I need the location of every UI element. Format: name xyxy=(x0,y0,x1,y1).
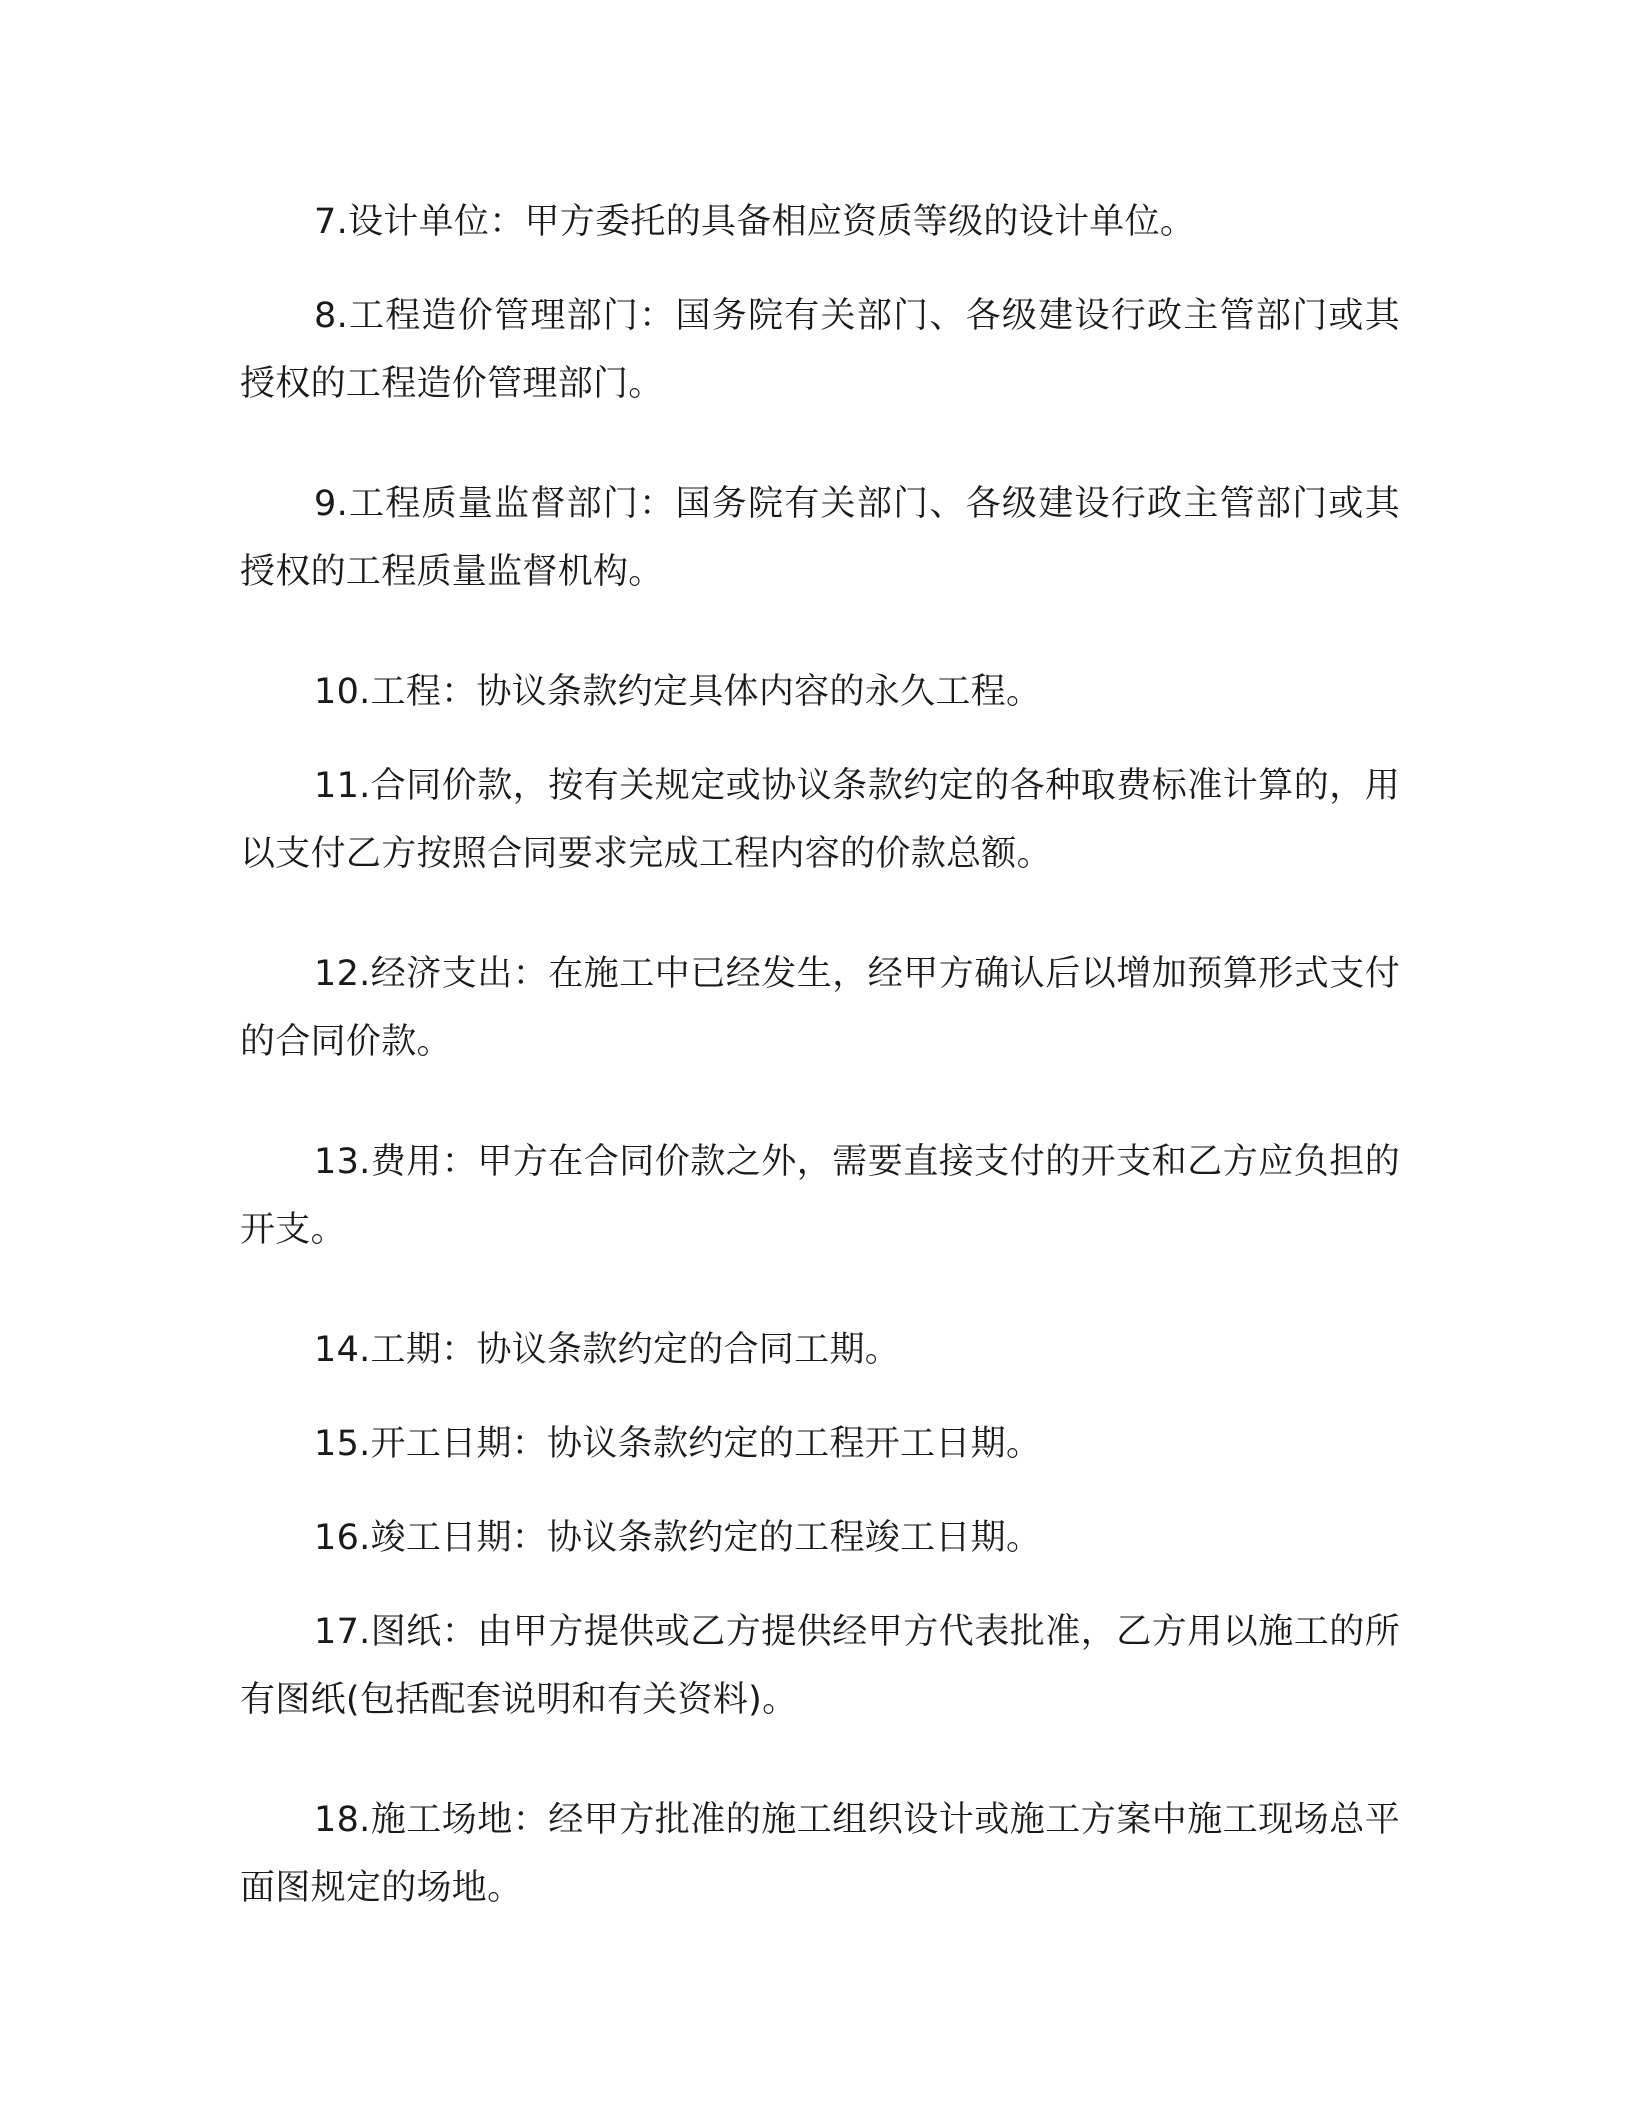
clause-10: 10.工程：协议条款约定具体内容的永久工程。 xyxy=(314,672,1042,712)
clause-12: 12.经济支出：在施工中已经发生，经甲方确认后以增加预算形式支付的合同价款。 xyxy=(240,954,1400,1062)
clause-7: 7.设计单位：甲方委托的具备相应资质等级的设计单位。 xyxy=(314,202,1196,242)
clause-list xyxy=(240,188,1400,1974)
clause-14: 14.工期：协议条款约定的合同工期。 xyxy=(314,1330,901,1370)
clause-8: 8.工程造价管理部门：国务院有关部门、各级建设行政主管部门或其授权的工程造价管理部门。 xyxy=(240,296,1400,404)
clause-15: 15.开工日期：协议条款约定的工程开工日期。 xyxy=(314,1424,1042,1464)
clause-16: 16.竣工日期：协议条款约定的工程竣工日期。 xyxy=(314,1518,1042,1558)
clause-9: 9.工程质量监督部门：国务院有关部门、各级建设行政主管部门或其授权的工程质量监督机构。 xyxy=(240,484,1400,592)
clause-17: 17.图纸：由甲方提供或乙方提供经甲方代表批准，乙方用以施工的所有图纸(包括配套说明和有关资料)。 xyxy=(240,1612,1400,1720)
clause-18: 18.施工场地：经甲方批准的施工组织设计或施工方案中施工现场总平面图规定的场地。 xyxy=(240,1800,1400,1908)
clause-13: 13.费用：甲方在合同价款之外，需要直接支付的开支和乙方应负担的开支。 xyxy=(240,1142,1400,1250)
clause-11: 11.合同价款，按有关规定或协议条款约定的各种取费标准计算的，用以支付乙方按照合同要求完成工程内容的价款总额。 xyxy=(240,766,1400,874)
